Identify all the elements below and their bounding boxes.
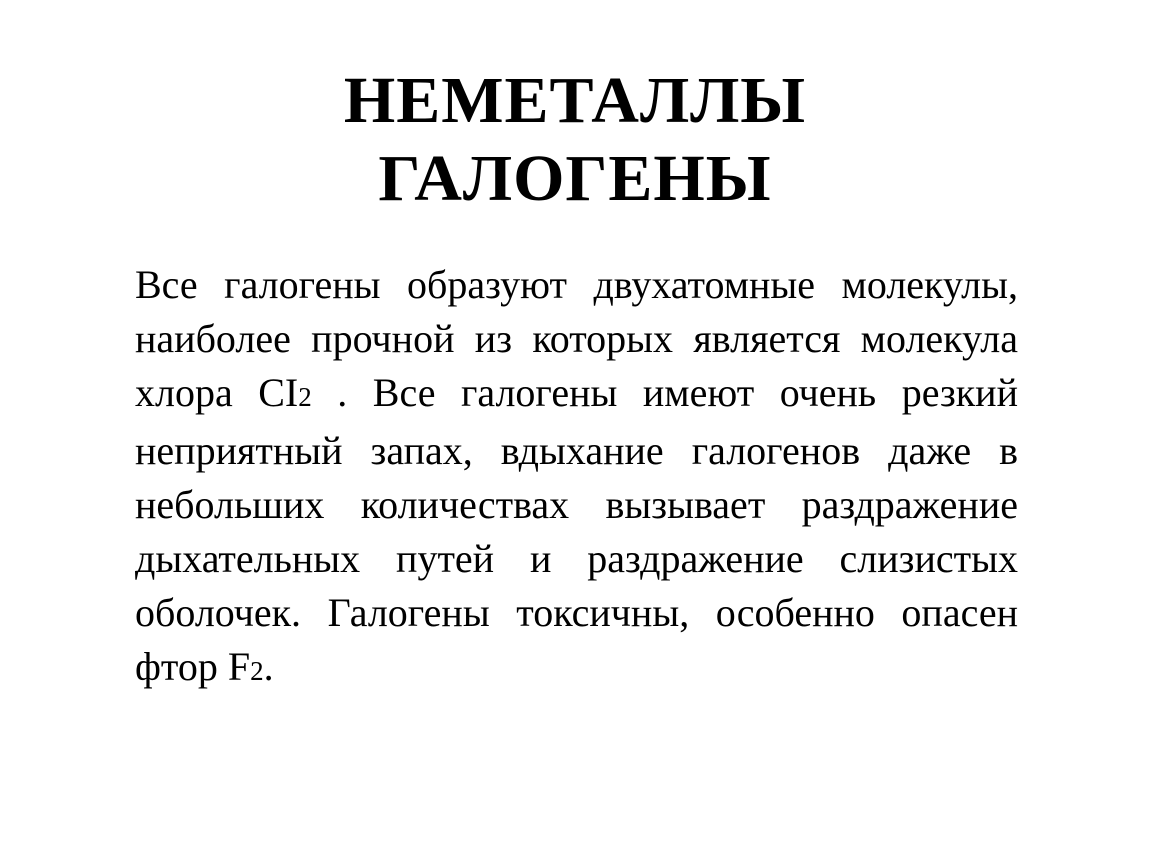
- paragraph-text-1: Все галогены образуют двухатомные молекулы, наиболее прочной из которых является молекула хлора CI: [135, 262, 1018, 415]
- paragraph-text-3: .: [263, 644, 274, 689]
- paragraph-text-2: . Все галогены имеют очень резкий неприятный запах, вдыхание галогенов даже в небольших количествах вызывает раздражение дыхательных путей и раздражение слизистых оболочек. Галогены токсичны, особенно опасен фтор F: [135, 370, 1018, 689]
- body-paragraph: [135, 258, 1018, 698]
- slide-title: [0, 62, 1150, 218]
- title-line-2: ГАЛОГЕНЫ: [378, 142, 772, 215]
- chlorine-subscript: 2: [298, 382, 312, 412]
- fluorine-subscript: 2: [250, 656, 264, 686]
- title-line-1: НЕМЕТАЛЛЫ: [343, 64, 807, 137]
